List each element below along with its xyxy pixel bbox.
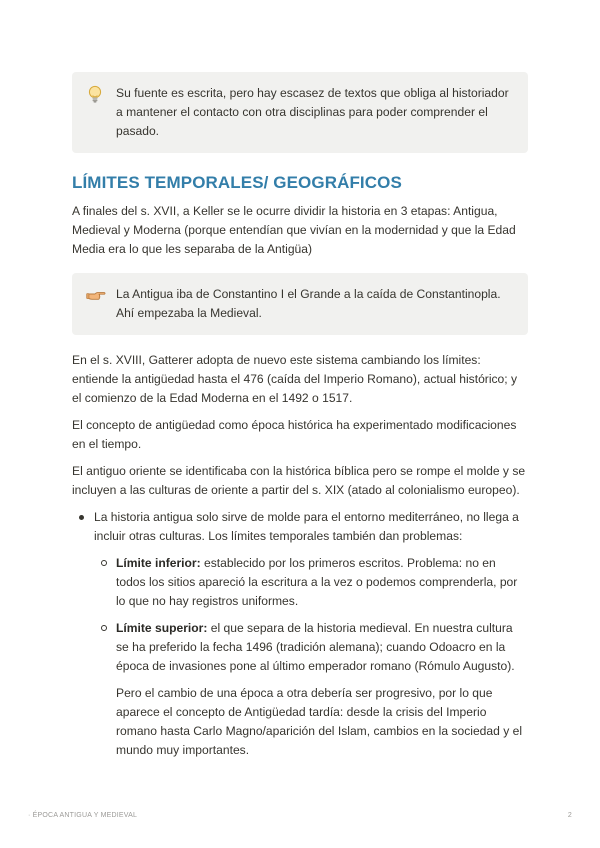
callout-example-text: La Antigua iba de Constantino I el Grande a la caída de Constantinopla. Ahí empezaba la Medieval. [116, 287, 501, 320]
sub-list-item [94, 554, 528, 611]
section-heading: LÍMITES TEMPORALES/ GEOGRÁFICOS [72, 173, 402, 192]
bullet-text: La historia antigua solo sirve de molde para el entorno mediterráneo, no llega a incluir otras culturas. Los límites temporales también dan problemas: [94, 510, 519, 543]
bullet-disc-icon [72, 508, 94, 760]
pointing-hand-icon [86, 286, 104, 305]
sub-item-text: el que separa de la historia medieval. En nuestra cultura se ha preferido la fecha 1496 (tradición alemana); cuando Odoacro en la época de invasiones pone al último emperador romano (Rómulo Augusto). [116, 621, 515, 673]
callout-note-text: Su fuente es escrita, pero hay escasez de textos que obliga al historiador a mantener el contacto con otra disciplinas para poder comprender el pasado. [116, 86, 509, 138]
paragraph-oriente: El antiguo oriente se identificaba con la histórica bíblica pero se rompe el molde y se incluyen a las culturas de oriente a partir del s. XIX (atado al colonialismo europeo). [72, 464, 526, 497]
bullet-circle-icon [94, 619, 116, 760]
paragraph-concepto: El concepto de antigüedad como época histórica ha experimentado modificaciones en el tiempo. [72, 418, 517, 451]
page-number: 2 [567, 812, 572, 819]
sub-item-continuation: Pero el cambio de una época a otra debería ser progresivo, por lo que aparece el concepto de Antigüedad tardía: desde la crisis del Imperio romano hasta Carlo Magno/aparición del Islam, cambios en la sociedad y el mundo muy importantes. [116, 686, 523, 757]
intro-paragraph: A finales del s. XVII, a Keller se le ocurre dividir la historia en 3 etapas: Antigua, Medieval y Moderna (porque entendían que vivían en la modernidad y que la Edad Media era lo que les separaba de la Antigüa) [72, 204, 516, 256]
sub-item-label: Límite superior: [116, 621, 208, 635]
bullet-list [72, 508, 528, 760]
footer-title: · ÉPOCA ANTIGUA Y MEDIEVAL [28, 812, 138, 819]
sub-item-label: Límite inferior: [116, 556, 201, 570]
bullet-circle-icon [94, 554, 116, 611]
lightbulb-icon [86, 85, 104, 104]
list-item [72, 508, 528, 760]
paragraph-gatterer: En el s. XVIII, Gatterer adopta de nuevo este sistema cambiando los límites: entiende la antigüedad hasta el 476 (caída del Imperio Romano), actual histórico; y el comienzo de la Edad Moderna en el 1492 o 1517. [72, 353, 518, 405]
callout-note [72, 72, 528, 153]
sub-list-item [94, 619, 528, 760]
sub-item-text: establecido por los primeros escritos. Problema: no en todos los sitios apareció la escritura a la vez o podemos comprenderla, por lo que no hay registros uniformes. [116, 556, 518, 608]
callout-example [72, 273, 528, 335]
page-content [72, 72, 528, 760]
